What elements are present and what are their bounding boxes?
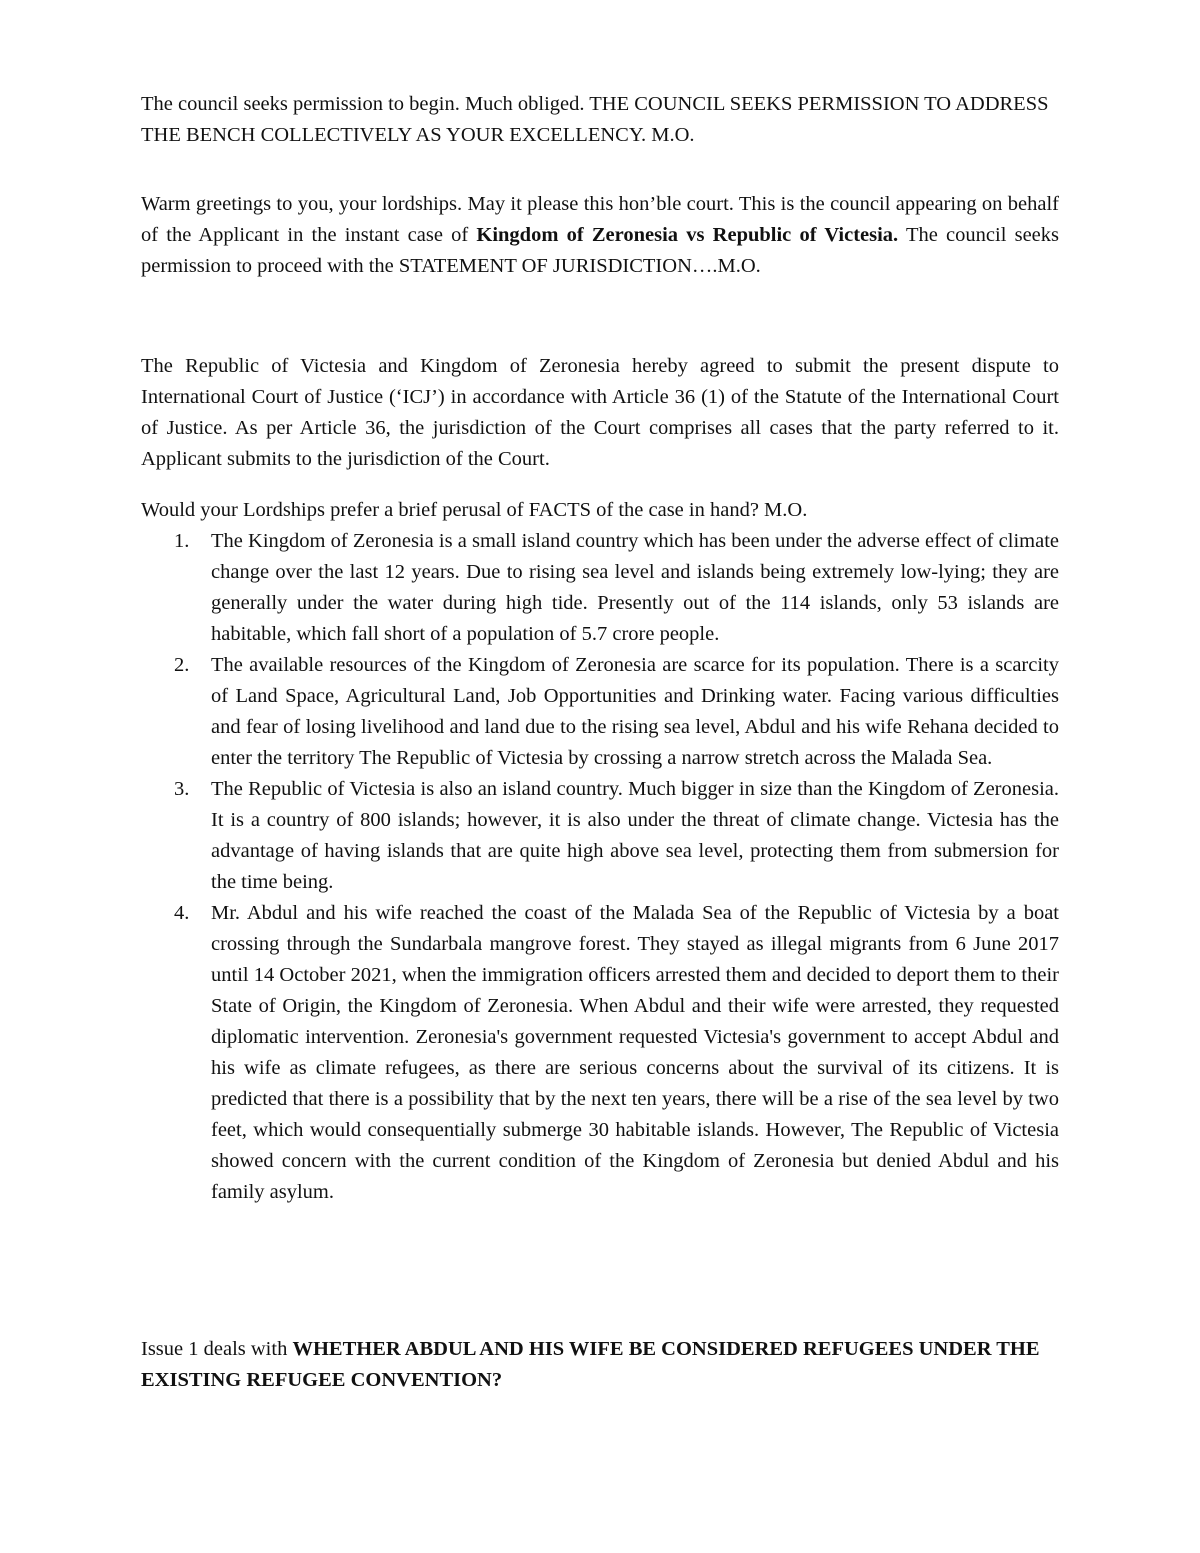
list-item-number: 4.: [174, 902, 190, 924]
jurisdiction-paragraph: The Republic of Victesia and Kingdom of Zeronesia hereby agreed to submit the present dispute to International Court of Justice (‘ICJ’) in accordance with Article 36 (1) of the Statute of the International Court of Justice. As per Article 36, the jurisdiction of the Court comprises all cases that the party referred to it. Applicant submits to the jurisdiction of the Court.: [141, 355, 1059, 470]
list-item-text: The Republic of Victesia is also an island country. Much bigger in size than the Kingdom of Zeronesia. It is a country of 800 islands; however, it is also under the threat of climate change. Victesia has the advantage of having islands that are quite high above sea level, protecting them from submersion for the time being.: [211, 778, 1059, 893]
list-item-number: 1.: [174, 530, 190, 552]
list-item: [141, 526, 1059, 650]
facts-list: [141, 526, 1059, 1208]
list-item-number: 2.: [174, 654, 190, 676]
facts-question: Would your Lordships prefer a brief perusal of FACTS of the case in hand? M.O.: [141, 499, 808, 521]
list-item-text: The Kingdom of Zeronesia is a small island country which has been under the adverse effect of climate change over the last 12 years. Due to rising sea level and islands being extremely low-lying; they are generally under the water during high tide. Presently out of the 114 islands, only 53 islands are habitable, which fall short of a population of 5.7 crore people.: [211, 530, 1059, 645]
greeting-tail: The council seeks permission to proceed with the STATEMENT OF JURISDICTION….M.O.: [141, 224, 1059, 277]
list-item: [141, 774, 1059, 898]
list-item-text: The available resources of the Kingdom of Zeronesia are scarce for its population. There is a scarcity of Land Space, Agricultural Land, Job Opportunities and Drinking water. Facing various difficulties and fear of losing livelihood and land due to the rising sea level, Abdul and his wife Rehana decided to enter the territory The Republic of Victesia by crossing a narrow stretch across the Malada Sea.: [211, 654, 1059, 769]
intro-paragraph: The council seeks permission to begin. Much obliged. THE COUNCIL SEEKS PERMISSION TO ADDRESS THE BENCH COLLECTIVELY AS YOUR EXCELLENCY. M.O.: [141, 93, 1049, 146]
issue-heading: [141, 1334, 1059, 1396]
list-item-text: Mr. Abdul and his wife reached the coast of the Malada Sea of the Republic of Victesia by a boat crossing through the Sundarbala mangrove forest. They stayed as illegal migrants from 6 June 2017 until 14 October 2021, when the immigration officers arrested them and decided to deport them to their State of Origin, the Kingdom of Zeronesia. When Abdul and their wife were arrested, they requested diplomatic intervention. Zeronesia's government requested Victesia's government to accept Abdul and his wife as climate refugees, as there are serious concerns about the survival of its citizens. It is predicted that there is a possibility that by the next ten years, there will be a rise of the sea level by two feet, which would consequentially submerge 30 habitable islands. However, The Republic of Victesia showed concern with the current condition of the Kingdom of Zeronesia but denied Abdul and his family asylum.: [211, 902, 1059, 1203]
greeting-lead: Warm greetings to you, your lordships. May it please this hon’ble court. This is the council appearing on behalf of the Applicant in the instant case of: [141, 193, 1059, 246]
list-item: [141, 650, 1059, 774]
list-item: [141, 898, 1059, 1208]
list-item-number: 3.: [174, 778, 190, 800]
greeting-paragraph: [141, 189, 1059, 282]
issue-title: WHETHER ABDUL AND HIS WIFE BE CONSIDERED REFUGEES UNDER THE EXISTING REFUGEE CONVENTION?: [141, 1338, 1040, 1391]
issue-lead: Issue 1 deals with: [141, 1338, 293, 1360]
case-name: Kingdom of Zeronesia vs Republic of Victesia.: [476, 224, 899, 246]
